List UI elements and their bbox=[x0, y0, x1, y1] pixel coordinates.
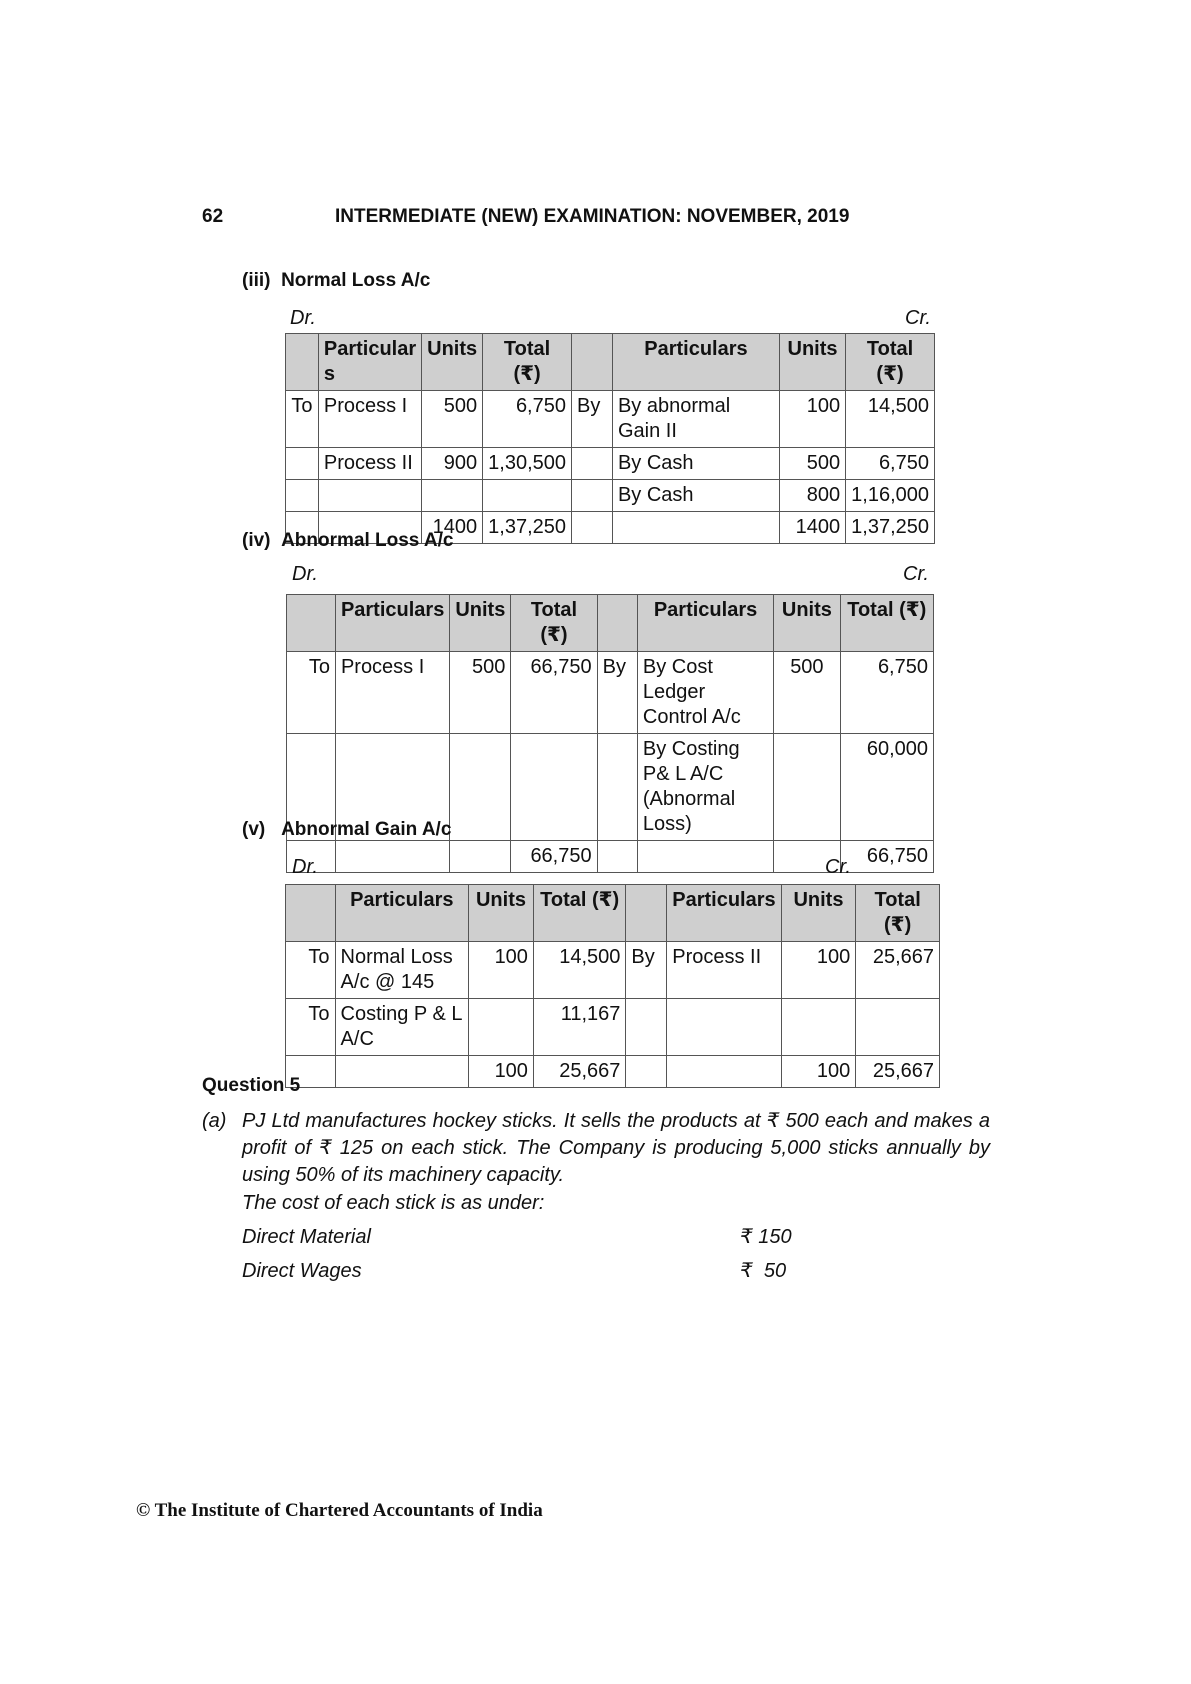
col-blank bbox=[597, 595, 637, 652]
col-units: Units bbox=[779, 334, 845, 391]
cost-value: ₹ 50 bbox=[740, 1260, 787, 1282]
cell: 1400 bbox=[779, 512, 845, 544]
dr-label: Dr. bbox=[292, 856, 318, 878]
table-row bbox=[286, 480, 935, 512]
cell: By abnormal Gain II bbox=[612, 391, 779, 448]
col-units: Units bbox=[781, 885, 856, 942]
cell: 1,16,000 bbox=[846, 480, 935, 512]
normal-loss-table bbox=[285, 333, 935, 544]
col-particulars: Particulars bbox=[637, 595, 773, 652]
col-total: Total (₹) bbox=[483, 334, 572, 391]
cell: 500 bbox=[779, 448, 845, 480]
col-blank bbox=[572, 334, 613, 391]
cell bbox=[637, 841, 773, 873]
cell: 66,750 bbox=[511, 652, 597, 734]
cell: To bbox=[286, 999, 336, 1056]
cell bbox=[572, 512, 613, 544]
table-row bbox=[286, 391, 935, 448]
cell: By Costing P& L A/C (Abnormal Loss) bbox=[637, 734, 773, 841]
cell: Normal Loss A/c @ 145 bbox=[335, 942, 469, 999]
table-row bbox=[286, 942, 940, 999]
cell: 1400 bbox=[422, 512, 483, 544]
cell: 6,750 bbox=[840, 652, 933, 734]
cell: 100 bbox=[779, 391, 845, 448]
cell: To bbox=[287, 652, 336, 734]
cell bbox=[450, 734, 511, 841]
cell: 100 bbox=[469, 1056, 534, 1088]
cell: 500 bbox=[450, 652, 511, 734]
cell bbox=[626, 999, 667, 1056]
cell: 6,750 bbox=[483, 391, 572, 448]
dr-label: Dr. bbox=[292, 563, 318, 585]
table-header-row bbox=[287, 595, 934, 652]
cell: 66,750 bbox=[511, 841, 597, 873]
cell bbox=[286, 448, 319, 480]
cell bbox=[667, 999, 781, 1056]
col-particulars: Particular s bbox=[318, 334, 421, 391]
cr-label: Cr. bbox=[903, 563, 929, 585]
cell: 66,750 bbox=[840, 841, 933, 873]
cell bbox=[450, 841, 511, 873]
col-total: Total (₹) bbox=[533, 885, 625, 942]
cell bbox=[483, 480, 572, 512]
cell bbox=[781, 999, 856, 1056]
col-particulars: Particulars bbox=[667, 885, 781, 942]
cell: 25,667 bbox=[856, 942, 940, 999]
cell: 11,167 bbox=[533, 999, 625, 1056]
cell bbox=[318, 480, 421, 512]
dr-label: Dr. bbox=[290, 307, 316, 329]
cell bbox=[612, 512, 779, 544]
cell bbox=[856, 999, 940, 1056]
cell bbox=[511, 734, 597, 841]
cell: 900 bbox=[422, 448, 483, 480]
col-total: Total (₹) bbox=[846, 334, 935, 391]
cell: By bbox=[572, 391, 613, 448]
section-heading-normal-loss: (iii) Normal Loss A/c bbox=[242, 270, 431, 291]
col-blank bbox=[287, 595, 336, 652]
cell: 14,500 bbox=[846, 391, 935, 448]
cell: Process I bbox=[318, 391, 421, 448]
cell: 14,500 bbox=[533, 942, 625, 999]
page-header-title: INTERMEDIATE (NEW) EXAMINATION: NOVEMBER, 2019 bbox=[335, 206, 850, 227]
col-blank bbox=[626, 885, 667, 942]
cell bbox=[422, 480, 483, 512]
abnormal-gain-table bbox=[285, 884, 940, 1088]
cell: 500 bbox=[774, 652, 840, 734]
cell: 25,667 bbox=[533, 1056, 625, 1088]
cell bbox=[774, 734, 840, 841]
cell: 6,750 bbox=[846, 448, 935, 480]
cell: Costing P & L A/C bbox=[335, 999, 469, 1056]
cost-label: Direct Material bbox=[242, 1226, 371, 1248]
cell: 100 bbox=[469, 942, 534, 999]
cell: To bbox=[286, 391, 319, 448]
table-total-row bbox=[286, 1056, 940, 1088]
section-heading-abnormal-gain: (v) Abnormal Gain A/c bbox=[242, 819, 452, 840]
col-particulars: Particulars bbox=[335, 595, 449, 652]
table-header-row bbox=[286, 334, 935, 391]
col-total: Total (₹) bbox=[840, 595, 933, 652]
cell: 1,37,250 bbox=[483, 512, 572, 544]
cell bbox=[626, 1056, 667, 1088]
col-units: Units bbox=[469, 885, 534, 942]
cost-value: ₹ 150 bbox=[740, 1226, 792, 1248]
cr-label: Cr. bbox=[905, 307, 931, 329]
footer-copyright: © The Institute of Chartered Accountants of India bbox=[136, 1500, 543, 1521]
table-row bbox=[286, 448, 935, 480]
cell bbox=[335, 1056, 469, 1088]
cell bbox=[667, 1056, 781, 1088]
col-total: Total (₹) bbox=[856, 885, 940, 942]
cell: 25,667 bbox=[856, 1056, 940, 1088]
cell bbox=[286, 480, 319, 512]
col-particulars: Particulars bbox=[335, 885, 469, 942]
cell: 100 bbox=[781, 1056, 856, 1088]
cell: Process I bbox=[335, 652, 449, 734]
cell: By Cost Ledger Control A/c bbox=[637, 652, 773, 734]
col-units: Units bbox=[422, 334, 483, 391]
cost-label: Direct Wages bbox=[242, 1260, 362, 1282]
question-title: Question 5 bbox=[202, 1075, 301, 1096]
cell: 100 bbox=[781, 942, 856, 999]
cell: By Cash bbox=[612, 480, 779, 512]
cell: 60,000 bbox=[840, 734, 933, 841]
cell: To bbox=[286, 942, 336, 999]
col-particulars: Particulars bbox=[612, 334, 779, 391]
cell: Process II bbox=[667, 942, 781, 999]
cell bbox=[572, 480, 613, 512]
cr-label: Cr. bbox=[825, 856, 851, 878]
col-total: Total (₹) bbox=[511, 595, 597, 652]
question-part-label: (a) bbox=[202, 1110, 227, 1132]
cell bbox=[469, 999, 534, 1056]
cell: 1,30,500 bbox=[483, 448, 572, 480]
page-number: 62 bbox=[202, 206, 224, 227]
col-blank bbox=[286, 885, 336, 942]
col-units: Units bbox=[450, 595, 511, 652]
table-row bbox=[286, 999, 940, 1056]
cell: 500 bbox=[422, 391, 483, 448]
cell: 1,37,250 bbox=[846, 512, 935, 544]
col-blank bbox=[286, 334, 319, 391]
cell: By Cash bbox=[612, 448, 779, 480]
section-heading-abnormal-loss: (iv) Abnormal Loss A/c bbox=[242, 530, 454, 551]
cell bbox=[597, 841, 637, 873]
cell: By bbox=[626, 942, 667, 999]
question-text: PJ Ltd manufactures hockey sticks. It sells the products at ₹ 500 each and makes a profit of ₹ 125 on each stick. The Company is producing 5,000 sticks annually by using 50% of its machinery capacity. bbox=[242, 1110, 990, 1186]
table-row bbox=[287, 652, 934, 734]
cost-intro: The cost of each stick is as under: bbox=[242, 1192, 545, 1214]
col-units: Units bbox=[774, 595, 840, 652]
table-header-row bbox=[286, 885, 940, 942]
cell: Process II bbox=[318, 448, 421, 480]
cell bbox=[572, 448, 613, 480]
cell: By bbox=[597, 652, 637, 734]
cell: 800 bbox=[779, 480, 845, 512]
cell bbox=[335, 841, 449, 873]
cell bbox=[597, 734, 637, 841]
